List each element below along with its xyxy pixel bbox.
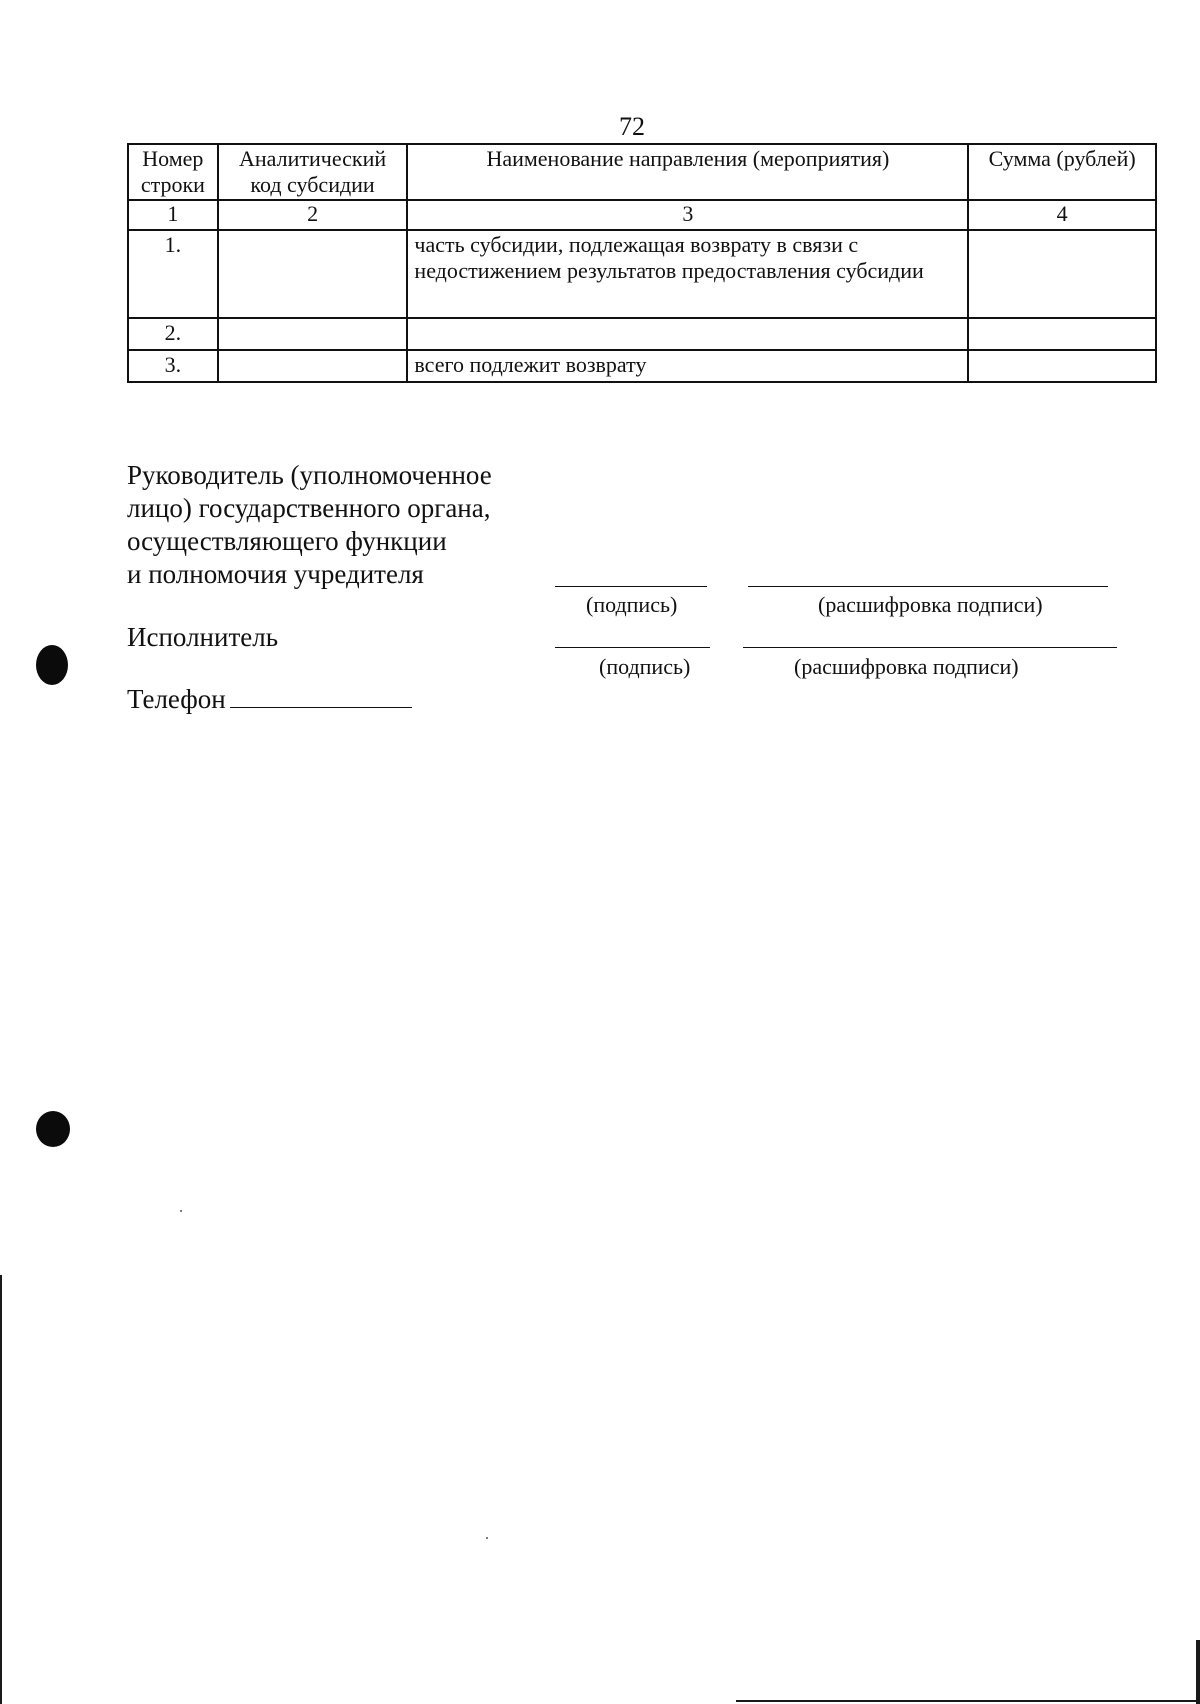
- executor-decoding-line[interactable]: [743, 647, 1117, 648]
- page-number: 72: [619, 112, 645, 141]
- analytic-code-cell: [218, 350, 408, 382]
- head-decoding-caption: (расшифровка подписи): [818, 592, 1043, 617]
- header-row-number: Номер строки: [128, 144, 218, 200]
- analytic-code-cell: [218, 230, 408, 318]
- analytic-code-cell: [218, 318, 408, 350]
- scan-edge-right: [1196, 1640, 1200, 1704]
- table-row: [128, 350, 1156, 382]
- column-index: 3: [407, 200, 968, 230]
- amount-cell: [968, 318, 1156, 350]
- table-row: [128, 230, 1156, 318]
- executor-decoding-caption: (расшифровка подписи): [794, 654, 1019, 679]
- table-row: [128, 318, 1156, 350]
- amount-cell: [968, 350, 1156, 382]
- name-cell: [407, 318, 968, 350]
- row-number-cell: 1.: [128, 230, 218, 318]
- phone-row: [127, 683, 412, 715]
- head-signature-caption: (подпись): [586, 592, 678, 617]
- subsidy-return-table: [127, 143, 1157, 383]
- scan-edge-left: [0, 1275, 2, 1704]
- column-index-row: [128, 200, 1156, 230]
- executor-label: Исполнитель: [127, 622, 279, 652]
- name-cell: всего подлежит возврату: [407, 350, 968, 382]
- header-amount: Сумма (рублей): [968, 144, 1156, 200]
- column-index: 2: [218, 200, 408, 230]
- head-title-line: Руководитель (уполномоченное: [127, 460, 492, 490]
- scan-speck: [486, 1537, 488, 1539]
- table-header-row: [128, 144, 1156, 200]
- phone-field-line[interactable]: [230, 685, 412, 708]
- row-number-cell: 3.: [128, 350, 218, 382]
- head-signature-line[interactable]: [555, 586, 707, 587]
- column-index: 1: [128, 200, 218, 230]
- header-name: Наименование направления (мероприятия): [407, 144, 968, 200]
- name-cell: часть субсидии, подлежащая возврату в связи с недостижением результатов предоставления субсидии: [407, 230, 968, 318]
- punch-hole: [36, 1111, 70, 1147]
- scan-edge-bottom: [736, 1700, 1200, 1702]
- header-analytic-code: Аналитический код субсидии: [218, 144, 408, 200]
- row-number-cell: 2.: [128, 318, 218, 350]
- head-title-line: лицо) государственного органа,: [127, 493, 491, 523]
- executor-signature-caption: (подпись): [599, 654, 691, 679]
- scan-speck: [180, 1210, 182, 1212]
- executor-signature-line[interactable]: [555, 647, 710, 648]
- head-title: [127, 459, 492, 591]
- head-title-line: и полномочия учредителя: [127, 559, 424, 589]
- column-index: 4: [968, 200, 1156, 230]
- punch-hole: [36, 645, 68, 685]
- amount-cell: [968, 230, 1156, 318]
- head-title-line: осуществляющего функции: [127, 526, 447, 556]
- head-decoding-line[interactable]: [748, 586, 1108, 587]
- phone-label: Телефон: [127, 684, 226, 714]
